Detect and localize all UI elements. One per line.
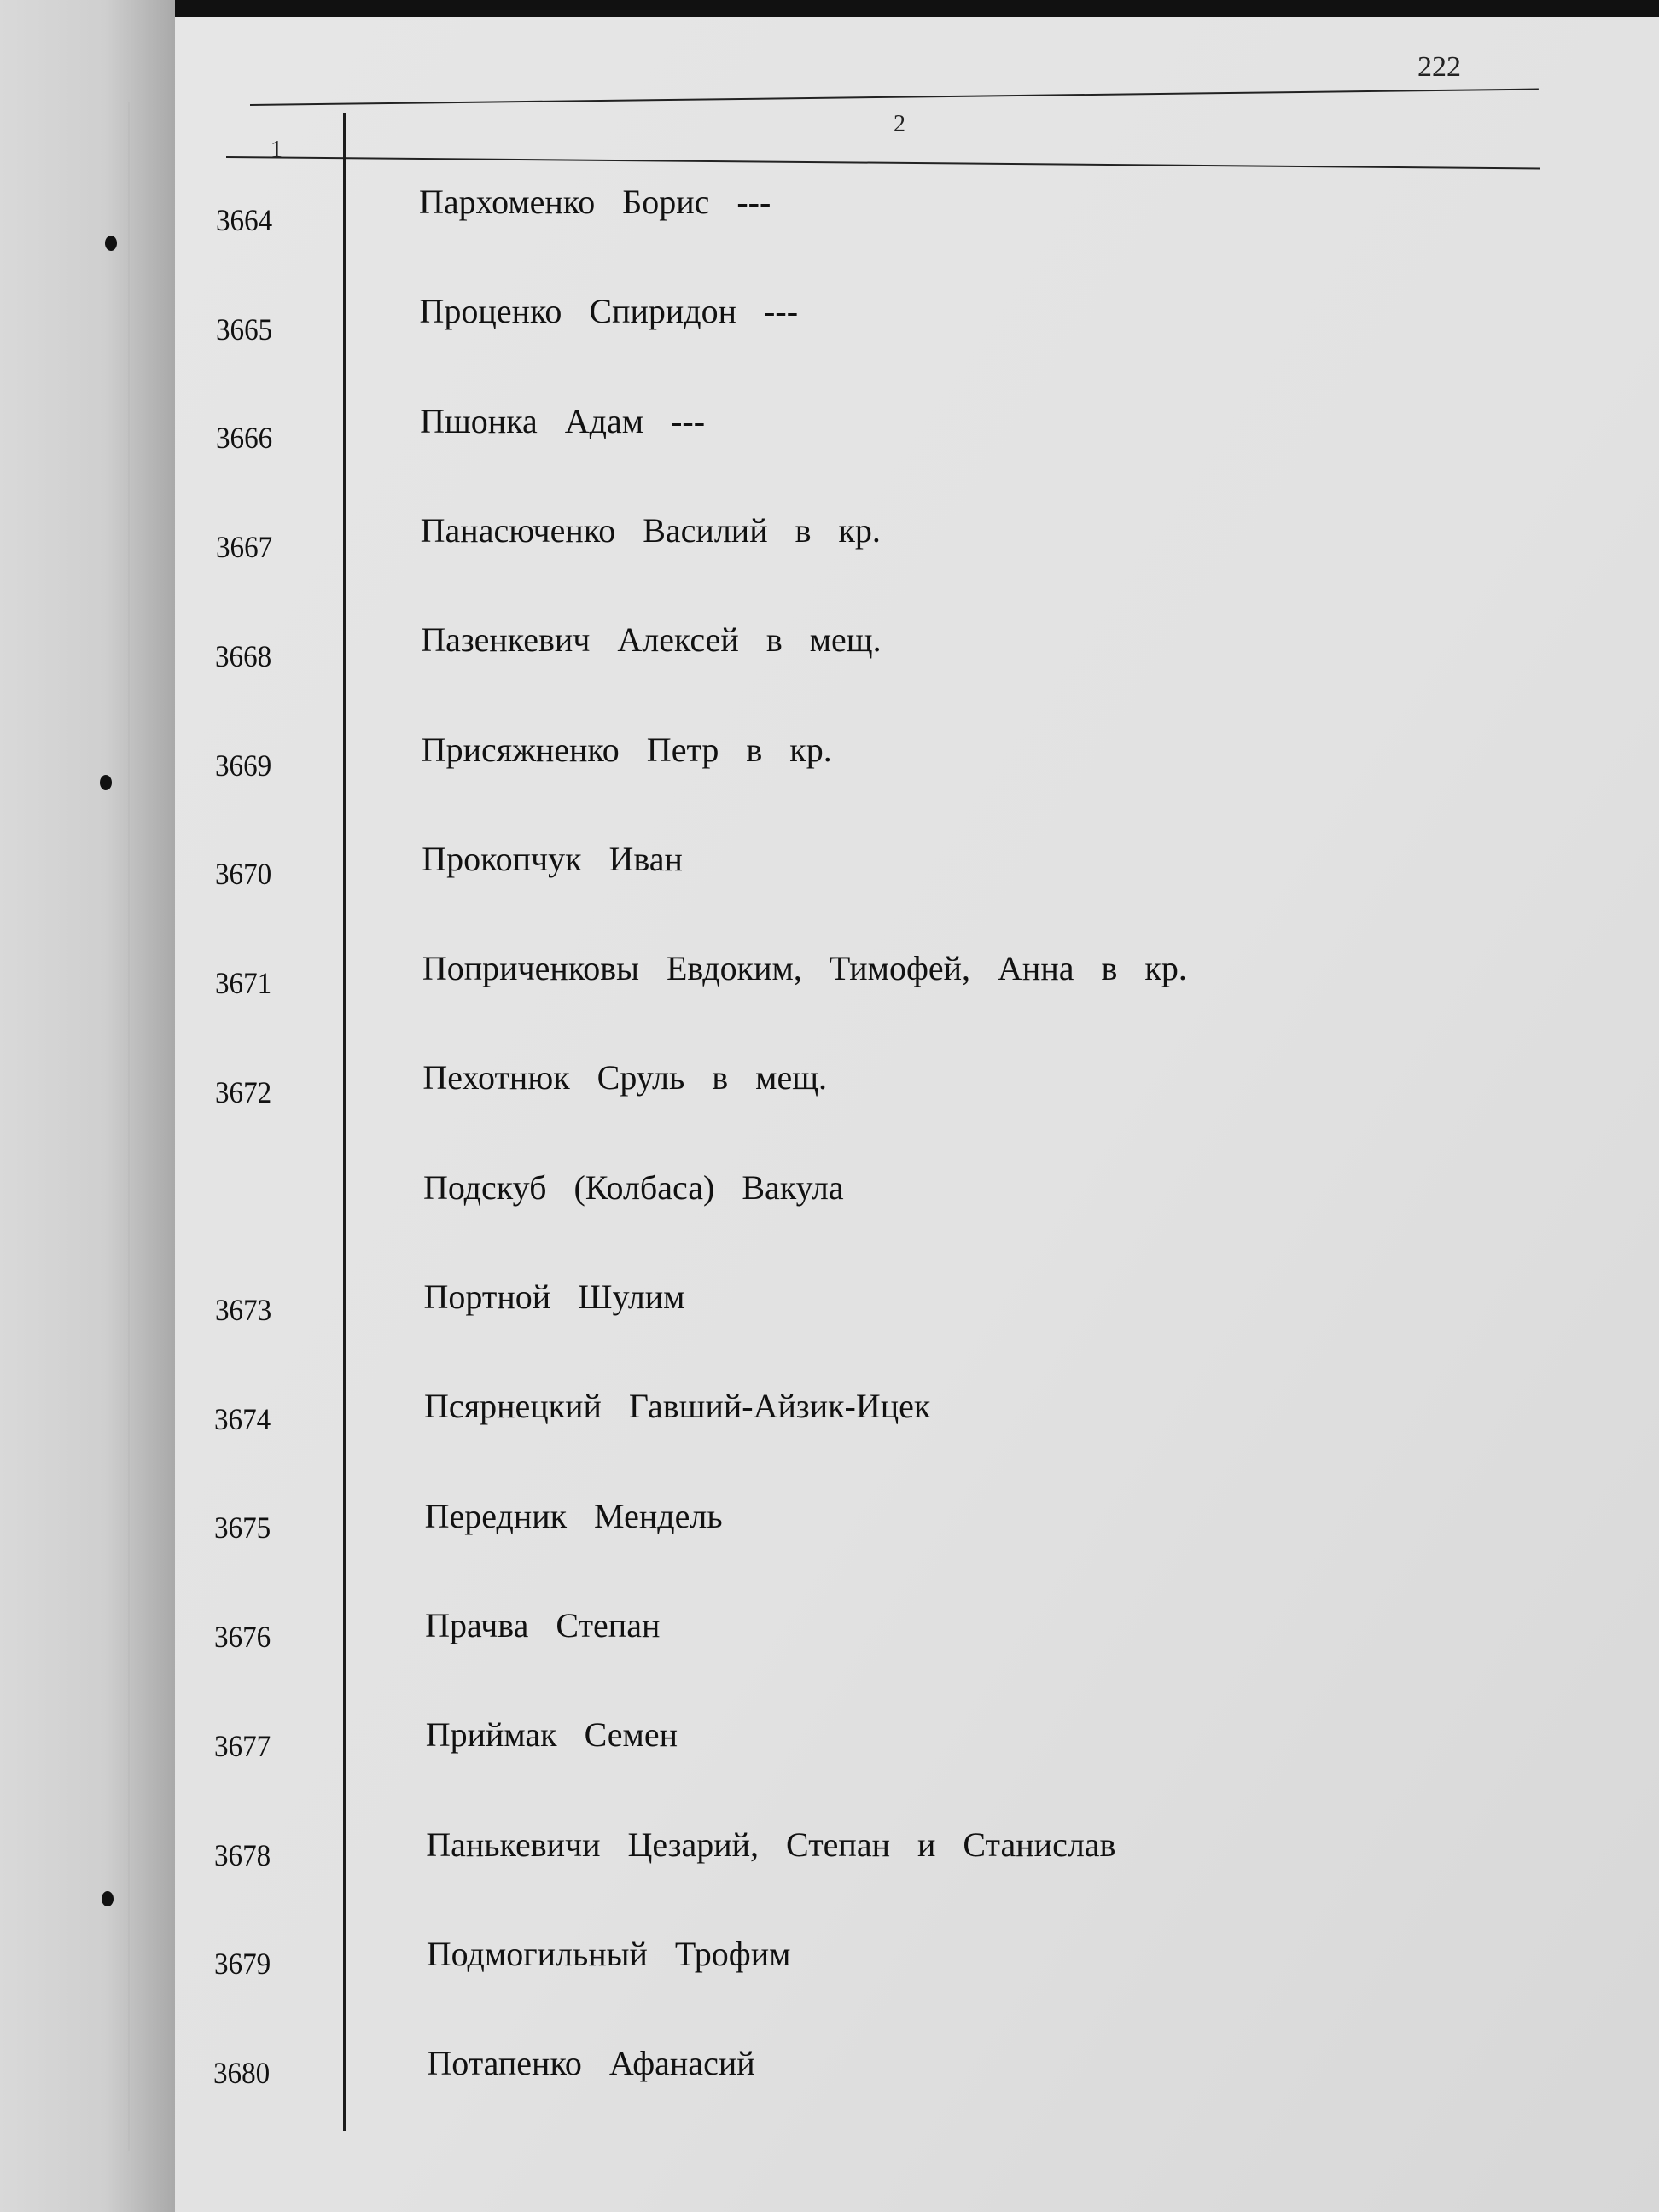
person-entry: Передник Мендель — [424, 1496, 723, 1535]
table-row — [175, 1388, 1659, 1439]
person-entry: Прокопчук Иван — [422, 839, 683, 878]
table-row — [175, 1826, 1659, 1877]
record-number: 3671 — [214, 965, 272, 1000]
person-entry: Потапенко Афанасий — [427, 2044, 755, 2083]
person-entry: Поприченковы Евдоким, Тимофей, Анна в кр. — [422, 949, 1187, 988]
record-number: 3677 — [213, 1728, 271, 1763]
binding-hole-mark — [105, 236, 117, 251]
record-number: 3669 — [215, 748, 272, 783]
person-entry: Пшонка Адам --- — [420, 401, 706, 440]
binding-hole-mark — [100, 775, 112, 790]
record-number: 3665 — [215, 311, 273, 346]
person-entry: Подмогильный Трофим — [426, 1934, 791, 1973]
person-entry: Псярнецкий Гавший-Айзик-Ицек — [424, 1387, 931, 1426]
document-page — [175, 17, 1659, 2212]
page-number: 222 — [1417, 51, 1461, 83]
table-row — [175, 950, 1659, 1001]
person-entry: Пархоменко Борис --- — [419, 183, 771, 221]
column-header-2: 2 — [894, 111, 905, 137]
record-number: 3666 — [215, 421, 272, 456]
table-row — [175, 293, 1659, 344]
record-number: 3676 — [214, 1620, 271, 1655]
person-entry: Портной Шулим — [423, 1278, 685, 1316]
scan-top-shadow — [171, 0, 1659, 19]
person-entry: Присяжненко Петр в кр. — [421, 730, 832, 769]
person-entry: Панькевичи Цезарий, Степан и Станислав — [426, 1825, 1116, 1864]
facing-page-rule — [128, 102, 130, 2151]
record-number: 3667 — [215, 530, 272, 565]
table-row — [175, 1936, 1659, 1987]
table-row — [175, 1278, 1659, 1330]
record-number: 3670 — [215, 857, 272, 892]
table-row — [175, 1169, 1659, 1220]
binding-hole-mark — [102, 1891, 114, 1906]
register-table — [175, 17, 1659, 2212]
record-number: 3668 — [215, 638, 272, 673]
column-header-1: 1 — [271, 137, 282, 163]
person-entry: Подскуб (Колбаса) Вакула — [422, 1167, 844, 1207]
table-row — [175, 512, 1659, 563]
table-row — [175, 841, 1659, 892]
facing-page-edge — [0, 0, 175, 2212]
table-row — [175, 183, 1659, 235]
record-number: 3679 — [213, 1947, 271, 1982]
person-entry: Приймак Семен — [425, 1715, 678, 1755]
table-row — [175, 621, 1659, 672]
record-number: 3678 — [213, 1837, 271, 1872]
record-number: 3680 — [213, 2055, 271, 2090]
table-row — [175, 731, 1659, 783]
record-number: 3673 — [214, 1293, 271, 1327]
record-number: 3675 — [214, 1511, 271, 1545]
person-entry: Проценко Спиридон --- — [419, 292, 799, 331]
record-number: 3672 — [214, 1074, 272, 1109]
person-entry: Панасюченко Василий в кр. — [420, 510, 881, 550]
person-entry: Пехотнюк Сруль в мещ. — [422, 1058, 828, 1097]
table-row — [175, 1059, 1659, 1110]
table-row — [175, 1498, 1659, 1549]
person-entry: Прачва Степан — [425, 1605, 661, 1644]
record-number: 3664 — [216, 203, 273, 237]
person-entry: Пазенкевич Алексей в мещ. — [421, 620, 882, 660]
table-row — [175, 1716, 1659, 1767]
table-row — [175, 403, 1659, 454]
record-number: 3674 — [214, 1401, 271, 1436]
table-row — [175, 1607, 1659, 1658]
table-row — [175, 2045, 1659, 2096]
